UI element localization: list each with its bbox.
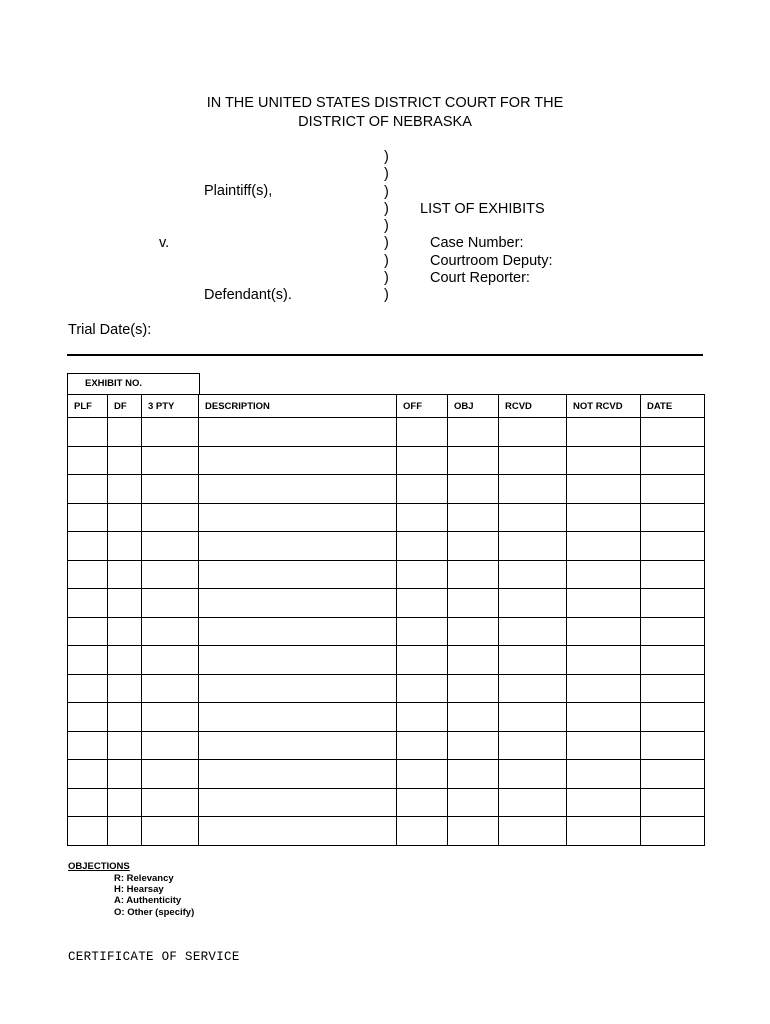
table-cell[interactable] bbox=[448, 418, 499, 447]
table-cell[interactable] bbox=[448, 731, 499, 760]
table-cell[interactable] bbox=[199, 560, 397, 589]
table-cell[interactable] bbox=[641, 646, 705, 675]
table-cell[interactable] bbox=[567, 703, 641, 732]
table-cell[interactable] bbox=[567, 674, 641, 703]
paren: ) bbox=[384, 218, 389, 235]
case-number-label: Case Number: bbox=[430, 235, 524, 251]
table-row bbox=[68, 418, 705, 447]
table-cell[interactable] bbox=[397, 475, 448, 504]
table-cell[interactable] bbox=[641, 788, 705, 817]
table-cell[interactable] bbox=[567, 560, 641, 589]
certificate-of-service-label: CERTIFICATE OF SERVICE bbox=[68, 950, 240, 964]
table-cell[interactable] bbox=[397, 760, 448, 789]
table-cell[interactable] bbox=[68, 731, 108, 760]
table-cell[interactable] bbox=[499, 617, 567, 646]
table-cell[interactable] bbox=[108, 674, 142, 703]
table-cell[interactable] bbox=[68, 532, 108, 561]
table-cell[interactable] bbox=[499, 418, 567, 447]
table-cell[interactable] bbox=[142, 703, 199, 732]
table-cell[interactable] bbox=[199, 788, 397, 817]
table-cell[interactable] bbox=[641, 817, 705, 846]
table-cell[interactable] bbox=[567, 446, 641, 475]
table-cell[interactable] bbox=[397, 731, 448, 760]
court-title-line2: DISTRICT OF NEBRASKA bbox=[298, 114, 472, 130]
table-cell[interactable] bbox=[641, 703, 705, 732]
table-row bbox=[68, 617, 705, 646]
table-cell[interactable] bbox=[641, 532, 705, 561]
column-header-off: OFF bbox=[397, 395, 448, 418]
table-cell[interactable] bbox=[142, 617, 199, 646]
table-cell[interactable] bbox=[397, 703, 448, 732]
table-cell[interactable] bbox=[448, 560, 499, 589]
column-header-df: DF bbox=[108, 395, 142, 418]
table-cell[interactable] bbox=[397, 446, 448, 475]
exhibit-no-label: EXHIBIT NO. bbox=[85, 378, 143, 389]
table-cell[interactable] bbox=[567, 731, 641, 760]
table-cell[interactable] bbox=[567, 589, 641, 618]
table-cell[interactable] bbox=[448, 760, 499, 789]
table-cell[interactable] bbox=[397, 532, 448, 561]
table-cell[interactable] bbox=[142, 817, 199, 846]
table-cell[interactable] bbox=[199, 674, 397, 703]
table-cell[interactable] bbox=[108, 475, 142, 504]
objections-list bbox=[114, 873, 194, 918]
table-cell[interactable] bbox=[397, 788, 448, 817]
divider-rule bbox=[67, 354, 703, 356]
table-cell[interactable] bbox=[199, 446, 397, 475]
table-cell[interactable] bbox=[108, 589, 142, 618]
table-cell[interactable] bbox=[499, 646, 567, 675]
table-cell[interactable] bbox=[142, 532, 199, 561]
exhibit-no-header bbox=[67, 373, 200, 394]
table-cell[interactable] bbox=[108, 703, 142, 732]
paren: ) bbox=[384, 200, 389, 217]
table-cell[interactable] bbox=[567, 788, 641, 817]
table-cell[interactable] bbox=[499, 503, 567, 532]
table-cell[interactable] bbox=[108, 617, 142, 646]
table-cell[interactable] bbox=[68, 703, 108, 732]
table-cell[interactable] bbox=[199, 731, 397, 760]
versus-label: v. bbox=[159, 235, 170, 251]
table-cell[interactable] bbox=[142, 589, 199, 618]
table-cell[interactable] bbox=[68, 503, 108, 532]
table-cell[interactable] bbox=[108, 503, 142, 532]
table-cell[interactable] bbox=[448, 646, 499, 675]
table-cell[interactable] bbox=[108, 532, 142, 561]
table-cell[interactable] bbox=[142, 760, 199, 789]
table-cell[interactable] bbox=[448, 589, 499, 618]
column-header-not-rcvd: NOT RCVD bbox=[567, 395, 641, 418]
column-header-obj: OBJ bbox=[448, 395, 499, 418]
table-cell[interactable] bbox=[108, 418, 142, 447]
table-cell[interactable] bbox=[641, 560, 705, 589]
column-header-date: DATE bbox=[641, 395, 705, 418]
paren: ) bbox=[384, 252, 389, 269]
table-cell[interactable] bbox=[142, 560, 199, 589]
table-cell[interactable] bbox=[68, 475, 108, 504]
table-cell[interactable] bbox=[567, 817, 641, 846]
table-cell[interactable] bbox=[142, 788, 199, 817]
column-header-plf: PLF bbox=[68, 395, 108, 418]
table-cell[interactable] bbox=[641, 760, 705, 789]
table-cell[interactable] bbox=[499, 560, 567, 589]
column-header-3pty: 3 PTY bbox=[142, 395, 199, 418]
table-cell[interactable] bbox=[142, 475, 199, 504]
table-cell[interactable] bbox=[448, 532, 499, 561]
table-cell[interactable] bbox=[397, 560, 448, 589]
table-cell[interactable] bbox=[199, 646, 397, 675]
table-cell[interactable] bbox=[567, 475, 641, 504]
table-cell[interactable] bbox=[448, 674, 499, 703]
table-cell[interactable] bbox=[499, 674, 567, 703]
table-cell[interactable] bbox=[199, 475, 397, 504]
table-cell[interactable] bbox=[499, 760, 567, 789]
paren: ) bbox=[384, 270, 389, 287]
courtroom-deputy-label: Courtroom Deputy: bbox=[430, 253, 553, 269]
table-cell[interactable] bbox=[142, 674, 199, 703]
column-header-rcvd: RCVD bbox=[499, 395, 567, 418]
defendant-label: Defendant(s). bbox=[204, 287, 292, 303]
trial-date-label: Trial Date(s): bbox=[68, 322, 152, 338]
table-cell[interactable] bbox=[641, 446, 705, 475]
exhibit-rows bbox=[68, 418, 705, 846]
table-cell[interactable] bbox=[641, 731, 705, 760]
table-row bbox=[68, 703, 705, 732]
table-cell[interactable] bbox=[142, 503, 199, 532]
paren: ) bbox=[384, 149, 389, 165]
table-cell[interactable] bbox=[199, 418, 397, 447]
table-row bbox=[68, 503, 705, 532]
list-of-exhibits-title: LIST OF EXHIBITS bbox=[420, 201, 545, 217]
table-cell[interactable] bbox=[108, 446, 142, 475]
table-cell[interactable] bbox=[448, 817, 499, 846]
table-cell[interactable] bbox=[567, 646, 641, 675]
table-cell[interactable] bbox=[199, 817, 397, 846]
table-cell[interactable] bbox=[397, 817, 448, 846]
table-cell[interactable] bbox=[567, 760, 641, 789]
table-cell[interactable] bbox=[199, 589, 397, 618]
table-cell[interactable] bbox=[397, 589, 448, 618]
table-cell[interactable] bbox=[68, 674, 108, 703]
table-cell[interactable] bbox=[448, 503, 499, 532]
table-cell[interactable] bbox=[499, 446, 567, 475]
table-cell[interactable] bbox=[68, 760, 108, 789]
caption-parentheses bbox=[384, 149, 389, 305]
table-cell[interactable] bbox=[68, 589, 108, 618]
table-cell[interactable] bbox=[199, 703, 397, 732]
table-cell[interactable] bbox=[641, 503, 705, 532]
table-cell[interactable] bbox=[641, 418, 705, 447]
table-cell[interactable] bbox=[397, 503, 448, 532]
table-cell[interactable] bbox=[397, 418, 448, 447]
table-row bbox=[68, 674, 705, 703]
table-cell[interactable] bbox=[567, 532, 641, 561]
table-cell[interactable] bbox=[68, 617, 108, 646]
column-header-description: DESCRIPTION bbox=[199, 395, 397, 418]
table-cell[interactable] bbox=[68, 646, 108, 675]
table-cell[interactable] bbox=[641, 475, 705, 504]
table-cell[interactable] bbox=[142, 446, 199, 475]
table-row bbox=[68, 731, 705, 760]
objections-title: OBJECTIONS bbox=[68, 861, 130, 872]
table-cell[interactable] bbox=[567, 617, 641, 646]
objection-item: O: Other (specify) bbox=[114, 906, 195, 918]
table-cell[interactable] bbox=[499, 589, 567, 618]
table-cell[interactable] bbox=[499, 532, 567, 561]
table-cell[interactable] bbox=[499, 731, 567, 760]
table-row bbox=[68, 788, 705, 817]
table-cell[interactable] bbox=[448, 703, 499, 732]
table-cell[interactable] bbox=[108, 646, 142, 675]
table-cell[interactable] bbox=[641, 674, 705, 703]
table-cell[interactable] bbox=[199, 617, 397, 646]
table-row bbox=[68, 560, 705, 589]
table-cell[interactable] bbox=[108, 817, 142, 846]
table-row bbox=[68, 760, 705, 789]
paren: ) bbox=[384, 287, 389, 304]
objection-item: H: Hearsay bbox=[114, 884, 164, 896]
court-title-line1: IN THE UNITED STATES DISTRICT COURT FOR THE bbox=[206, 95, 564, 111]
plaintiff-label: Plaintiff(s), bbox=[204, 183, 273, 199]
table-row bbox=[68, 446, 705, 475]
table-header-row bbox=[68, 395, 705, 418]
table-cell[interactable] bbox=[499, 475, 567, 504]
table-row bbox=[68, 589, 705, 618]
table-cell[interactable] bbox=[448, 446, 499, 475]
table-cell[interactable] bbox=[68, 446, 108, 475]
table-cell[interactable] bbox=[68, 418, 108, 447]
table-cell[interactable] bbox=[397, 674, 448, 703]
table-row bbox=[68, 817, 705, 846]
table-cell[interactable] bbox=[142, 646, 199, 675]
table-cell[interactable] bbox=[499, 788, 567, 817]
table-cell[interactable] bbox=[199, 503, 397, 532]
table-cell[interactable] bbox=[448, 617, 499, 646]
table-cell[interactable] bbox=[108, 731, 142, 760]
table-row bbox=[68, 646, 705, 675]
table-cell[interactable] bbox=[142, 731, 199, 760]
table-row bbox=[68, 475, 705, 504]
table-cell[interactable] bbox=[199, 532, 397, 561]
exhibits-table bbox=[67, 394, 705, 846]
table-cell[interactable] bbox=[448, 788, 499, 817]
paren: ) bbox=[384, 183, 389, 200]
table-cell[interactable] bbox=[397, 617, 448, 646]
table-cell[interactable] bbox=[199, 760, 397, 789]
table-cell[interactable] bbox=[68, 788, 108, 817]
objection-item: A: Authenticity bbox=[114, 895, 182, 907]
table-row bbox=[68, 532, 705, 561]
court-reporter-label: Court Reporter: bbox=[430, 270, 530, 286]
table-cell[interactable] bbox=[108, 560, 142, 589]
table-cell[interactable] bbox=[68, 560, 108, 589]
table-cell[interactable] bbox=[68, 817, 108, 846]
table-cell[interactable] bbox=[499, 817, 567, 846]
paren: ) bbox=[384, 166, 389, 183]
paren: ) bbox=[384, 235, 389, 252]
table-cell[interactable] bbox=[142, 418, 199, 447]
table-cell[interactable] bbox=[641, 617, 705, 646]
objection-item: R: Relevancy bbox=[114, 873, 174, 884]
table-cell[interactable] bbox=[641, 589, 705, 618]
table-cell[interactable] bbox=[567, 418, 641, 447]
table-cell[interactable] bbox=[108, 788, 142, 817]
table-cell[interactable] bbox=[448, 475, 499, 504]
table-cell[interactable] bbox=[567, 503, 641, 532]
table-cell[interactable] bbox=[397, 646, 448, 675]
table-cell[interactable] bbox=[499, 703, 567, 732]
table-cell[interactable] bbox=[108, 760, 142, 789]
